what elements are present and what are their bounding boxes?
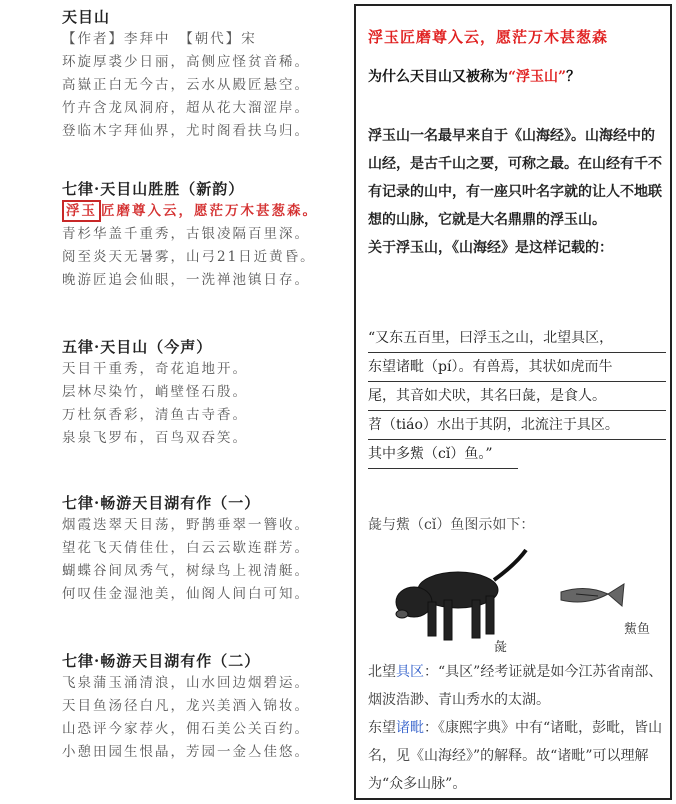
poem-title: 五律·天目山（今声） bbox=[62, 338, 213, 356]
poem-title: 天目山 bbox=[62, 8, 111, 26]
poem-line: 【作者】李拜中 【朝代】宋 bbox=[62, 31, 257, 47]
quote-line: “又东五百里，曰浮玉之山，北望具区， bbox=[368, 324, 666, 353]
poem-title: 七律·畅游天目湖有作（一） bbox=[62, 494, 261, 512]
classic-quote bbox=[368, 324, 666, 469]
poem-line: 何叹佳金湿池美，仙阁人间白可知。 bbox=[62, 586, 310, 602]
poem-line: 竹卉含龙凤洞府，超从花大溜涩岸。 bbox=[62, 100, 310, 116]
figure-illustration bbox=[376, 544, 666, 656]
poem-3 bbox=[62, 336, 332, 450]
poem-title: 七律·天目山胜胜（新韵） bbox=[62, 180, 245, 198]
note-2-term: 诸毗 bbox=[396, 720, 424, 736]
poem-line: 晚游匠追会仙眼，一洗禅池镇日存。 bbox=[62, 272, 310, 288]
fig-label-ci-fish: 鮆鱼 bbox=[624, 622, 651, 637]
subtitle-highlight: “浮玉山” bbox=[508, 69, 567, 85]
subtitle-suffix: ？ bbox=[566, 69, 581, 85]
beast-illustration bbox=[376, 544, 666, 656]
poem-line: 环旋厚裘少日丽，高侧应怪贫音稀。 bbox=[62, 54, 310, 70]
highlight-rest: 匠磨尊入云，愿茫万木甚葱森。 bbox=[101, 203, 318, 219]
intro-paragraph bbox=[368, 122, 666, 262]
bottom-notes bbox=[368, 658, 666, 798]
note-2-text: ：《康熙字典》中有“诸毗，彭毗，皆山名，见《山海经》”的解释。故“诸毗”可以理解为“众多山脉”。 bbox=[368, 720, 663, 792]
quote-line: 苕（tiáo）水出于其阴，北流注于具区。 bbox=[368, 411, 666, 440]
poem-1 bbox=[62, 6, 332, 143]
ci-fish-drawing bbox=[561, 584, 624, 606]
poem-line: 山恐评今家荐火，佣石美公关百约。 bbox=[62, 721, 310, 737]
poem-line: 小憩田园生恨晶，芳园一金亼佳悠。 bbox=[62, 744, 310, 760]
info-panel bbox=[354, 4, 672, 800]
poem-line: 泉泉飞罗布，百鸟双吞笑。 bbox=[62, 430, 248, 446]
poem-line: 阅至炎天无暑雾，山弓21日近黄昏。 bbox=[62, 249, 316, 265]
quote-line: 东望诸毗（pí）。有兽焉，其状如虎而牛 bbox=[368, 353, 666, 382]
poem-line: 层林尽染竹，峭壁怪石殷。 bbox=[62, 384, 248, 400]
quote-line: 尾，其音如犬吠，其名曰彘，是食人。 bbox=[368, 382, 666, 411]
note-1-text: ：“具区”经考证就是如今江苏省南部、烟波浩渺、青山秀水的太湖。 bbox=[368, 664, 663, 708]
poem-line: 登临木字拜仙界，尤时阁看扶乌归。 bbox=[62, 123, 310, 139]
poem-line: 万杜氛香彩，清鱼古寺香。 bbox=[62, 407, 248, 423]
intro-text-1: 浮玉山一名最早来自于《山海经》。山海经中的山经，是古千山之要，可称之最。在山经有千不有记录的 bbox=[368, 128, 662, 200]
zhi-beast-drawing bbox=[396, 550, 526, 640]
poem-line-highlighted bbox=[62, 200, 332, 223]
intro-text-3: 关于浮玉山，《山海经》是这样记载的： bbox=[368, 240, 613, 256]
subtitle-prefix: 为什么天目山又被称为 bbox=[368, 69, 508, 85]
poem-line: 望花飞天倩佳仕，白云云歇连群芳。 bbox=[62, 540, 310, 556]
panel-subtitle bbox=[368, 66, 664, 86]
figure-caption: 彘与鮆（cǐ）鱼图示如下： bbox=[368, 517, 535, 533]
poem-4 bbox=[62, 492, 332, 606]
poem-line: 飞泉蒲玉涌清浪，山水回边烟碧运。 bbox=[62, 675, 310, 691]
note-2-prefix: 东望 bbox=[368, 720, 396, 736]
poem-line: 烟霞迭翠天目荡，野鹊垂翠一簪收。 bbox=[62, 517, 310, 533]
poem-line: 天目干重秀，奇花追地开。 bbox=[62, 361, 248, 377]
intro-text-2: 山中，有一座只叶名字就的让人不地联想的山脉，它就是大名鼎鼎的浮玉山。 bbox=[368, 184, 662, 228]
note-1-term: 具区 bbox=[396, 664, 424, 680]
poem-line: 蝴蝶谷间凤秀气，树绿鸟上视清艇。 bbox=[62, 563, 310, 579]
panel-headline: 浮玉匠磨尊入云，愿茫万木甚葱森 bbox=[368, 28, 609, 46]
note-1-prefix: 北望 bbox=[368, 664, 396, 680]
quote-line: 其中多鮆（cǐ）鱼。” bbox=[368, 440, 518, 469]
poem-line: 高嶽正白无今古，云水从殿匠悬空。 bbox=[62, 77, 310, 93]
poem-line: 天目鱼汤径白凡，龙兴美酒入锦妆。 bbox=[62, 698, 310, 714]
poem-line: 青杉华盖千重秀，古银凌隔百里深。 bbox=[62, 226, 310, 242]
poem-2 bbox=[62, 178, 332, 292]
poem-title: 七律·畅游天目湖有作（二） bbox=[62, 652, 261, 670]
poem-5 bbox=[62, 650, 332, 764]
highlight-box: 浮玉 bbox=[62, 200, 101, 222]
fig-label-zhi: 彘 bbox=[494, 640, 508, 655]
